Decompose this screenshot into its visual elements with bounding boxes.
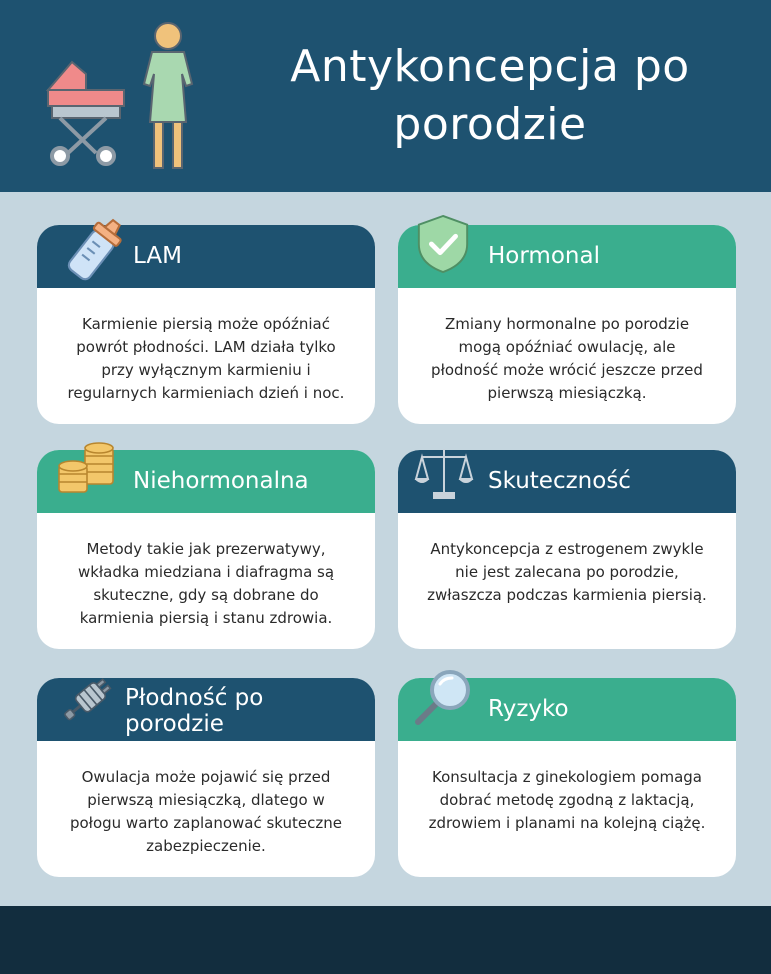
scales-icon — [414, 445, 474, 501]
card-text: Konsultacja z ginekologiem pomaga dobrać metodę zgodną z laktacją, zdrowiem i planami na kolejną ciążę. — [428, 768, 706, 832]
card-text: Zmiany hormonalne po porodzie mogą opóźniać owulację, ale płodność może wrócić jeszcze przed pierwszą miesiączką. — [431, 315, 703, 402]
card-plodnosc — [37, 678, 375, 877]
mother-icon — [144, 23, 192, 168]
coins-icon — [55, 442, 119, 498]
header — [0, 0, 771, 192]
card-title: Skuteczność — [488, 468, 631, 494]
card-text: Karmienie piersią może opóźniać powrót płodności. LAM działa tylko przy wyłącznym karmieniu i regularnych karmieniach dzień i noc. — [67, 315, 345, 402]
card-title: Ryzyko — [488, 696, 569, 722]
baby-bottle-icon — [53, 213, 137, 287]
card-title: Hormonal — [488, 243, 600, 269]
card-title: LAM — [133, 243, 182, 269]
footer-bar — [0, 906, 771, 974]
card-text: Antykoncepcja z estrogenem zwykle nie jest zalecana po porodzie, zwłaszcza podczas karmienia piersią. — [427, 540, 707, 604]
stroller-and-mother-icon — [40, 18, 210, 178]
card-title: Płodność po porodzie — [125, 685, 264, 737]
shield-check-icon — [414, 212, 472, 276]
card-skutecznosc — [398, 450, 736, 649]
card-title: Niehormonalna — [133, 468, 309, 494]
plug-icon — [57, 666, 127, 726]
card-ryzyko — [398, 678, 736, 877]
card-niehormonalna — [37, 450, 375, 649]
page-title: Antykoncepcja po porodzie — [290, 41, 690, 150]
magnifier-icon — [412, 664, 476, 728]
stroller-icon — [48, 62, 124, 164]
card-text: Metody takie jak prezerwatywy, wkładka miedziana i diafragma są skuteczne, gdy są dobrane do karmienia piersią i stanu zdrowia. — [77, 540, 335, 627]
card-text: Owulacja może pojawić się przed pierwszą miesiączką, dlatego w połogu warto zaplanować skuteczne zabezpieczenie. — [69, 768, 342, 855]
card-hormonal — [398, 225, 736, 424]
card-lam — [37, 225, 375, 424]
